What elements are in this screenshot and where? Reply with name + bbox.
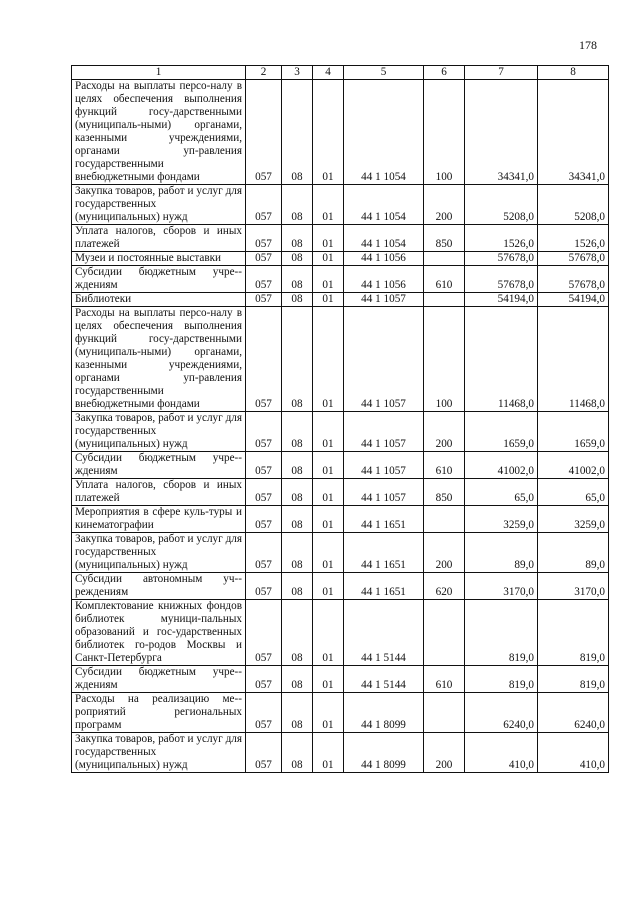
header-cell: 3 [282, 66, 313, 80]
cell-expense-type: 610 [424, 266, 465, 293]
table-row [72, 573, 609, 600]
row-name: Расходы на выплаты персо-налу в целях обеспечения выполнения функций госу-дарственными (муниципаль-ными) органами, казенными учреждениями, органами уп-равления государственными внебюджетными фондами [72, 307, 246, 412]
cell-subsection-code: 01 [313, 293, 344, 307]
cell-ministry-code: 057 [246, 666, 282, 693]
row-name: Закупка товаров, работ и услуг для государственных (муниципальных) нужд [72, 412, 246, 452]
cell-target-article: 44 1 1056 [344, 266, 424, 293]
cell-amount-col8: 1526,0 [538, 225, 609, 252]
cell-amount-col8: 41002,0 [538, 452, 609, 479]
cell-target-article: 44 1 1057 [344, 479, 424, 506]
cell-expense-type: 100 [424, 80, 465, 185]
cell-amount-col7: 819,0 [465, 666, 538, 693]
cell-amount-col7: 3170,0 [465, 573, 538, 600]
cell-amount-col8: 819,0 [538, 600, 609, 666]
cell-expense-type [424, 506, 465, 533]
table-row [72, 293, 609, 307]
cell-subsection-code: 01 [313, 600, 344, 666]
cell-amount-col7: 34341,0 [465, 80, 538, 185]
cell-target-article: 44 1 1651 [344, 506, 424, 533]
cell-section-code: 08 [282, 533, 313, 573]
cell-amount-col7: 1659,0 [465, 412, 538, 452]
row-name: Субсидии автономным уч-реждениям [72, 573, 246, 600]
cell-subsection-code: 01 [313, 573, 344, 600]
cell-section-code: 08 [282, 573, 313, 600]
cell-amount-col7: 5208,0 [465, 185, 538, 225]
row-name: Уплата налогов, сборов и иных платежей [72, 479, 246, 506]
cell-ministry-code: 057 [246, 693, 282, 733]
cell-subsection-code: 01 [313, 452, 344, 479]
cell-expense-type [424, 693, 465, 733]
cell-expense-type: 850 [424, 225, 465, 252]
cell-ministry-code: 057 [246, 533, 282, 573]
cell-amount-col8: 6240,0 [538, 693, 609, 733]
header-cell: 4 [313, 66, 344, 80]
header-cell: 1 [72, 66, 246, 80]
table-row [72, 225, 609, 252]
cell-section-code: 08 [282, 307, 313, 412]
cell-amount-col7: 57678,0 [465, 266, 538, 293]
cell-ministry-code: 057 [246, 479, 282, 506]
cell-amount-col7: 3259,0 [465, 506, 538, 533]
cell-target-article: 44 1 5144 [344, 666, 424, 693]
cell-section-code: 08 [282, 185, 313, 225]
cell-section-code: 08 [282, 452, 313, 479]
cell-amount-col7: 819,0 [465, 600, 538, 666]
cell-ministry-code: 057 [246, 252, 282, 266]
cell-target-article: 44 1 1054 [344, 185, 424, 225]
row-name: Закупка товаров, работ и услуг для государственных (муниципальных) нужд [72, 733, 246, 773]
cell-amount-col7: 54194,0 [465, 293, 538, 307]
cell-amount-col8: 65,0 [538, 479, 609, 506]
header-cell: 6 [424, 66, 465, 80]
cell-amount-col8: 34341,0 [538, 80, 609, 185]
cell-amount-col7: 41002,0 [465, 452, 538, 479]
cell-expense-type: 200 [424, 533, 465, 573]
table-row [72, 506, 609, 533]
cell-expense-type: 610 [424, 666, 465, 693]
row-name: Субсидии бюджетным учре-ждениям [72, 666, 246, 693]
cell-subsection-code: 01 [313, 225, 344, 252]
cell-ministry-code: 057 [246, 412, 282, 452]
table-row [72, 452, 609, 479]
row-name: Библиотеки [72, 293, 246, 307]
row-name: Субсидии бюджетным учре-ждениям [72, 452, 246, 479]
header-cell: 7 [465, 66, 538, 80]
row-name: Комплектование книжных фондов библиотек муници-пальных образований и гос-ударственных библиотек го-родов Москвы и Санкт-Петербурга [72, 600, 246, 666]
table-row [72, 666, 609, 693]
cell-subsection-code: 01 [313, 266, 344, 293]
row-name: Расходы на реализацию ме-роприятий региональных программ [72, 693, 246, 733]
cell-amount-col8: 410,0 [538, 733, 609, 773]
cell-ministry-code: 057 [246, 573, 282, 600]
cell-expense-type [424, 600, 465, 666]
cell-target-article: 44 1 1056 [344, 252, 424, 266]
cell-subsection-code: 01 [313, 307, 344, 412]
header-cell: 5 [344, 66, 424, 80]
cell-expense-type [424, 293, 465, 307]
table-row [72, 412, 609, 452]
header-cell: 8 [538, 66, 609, 80]
cell-expense-type: 850 [424, 479, 465, 506]
row-name: Уплата налогов, сборов и иных платежей [72, 225, 246, 252]
cell-ministry-code: 057 [246, 185, 282, 225]
table-row [72, 307, 609, 412]
table-header-row [72, 66, 609, 80]
cell-amount-col8: 1659,0 [538, 412, 609, 452]
cell-expense-type: 610 [424, 452, 465, 479]
cell-ministry-code: 057 [246, 293, 282, 307]
cell-subsection-code: 01 [313, 185, 344, 225]
cell-target-article: 44 1 1054 [344, 225, 424, 252]
cell-subsection-code: 01 [313, 479, 344, 506]
cell-amount-col8: 5208,0 [538, 185, 609, 225]
table-row [72, 185, 609, 225]
cell-subsection-code: 01 [313, 252, 344, 266]
cell-target-article: 44 1 1057 [344, 452, 424, 479]
cell-target-article: 44 1 1651 [344, 573, 424, 600]
cell-subsection-code: 01 [313, 506, 344, 533]
row-name: Закупка товаров, работ и услуг для государственных (муниципальных) нужд [72, 533, 246, 573]
table-row [72, 600, 609, 666]
table-row [72, 80, 609, 185]
cell-ministry-code: 057 [246, 452, 282, 479]
table-row [72, 693, 609, 733]
cell-ministry-code: 057 [246, 307, 282, 412]
cell-ministry-code: 057 [246, 733, 282, 773]
table-row [72, 533, 609, 573]
cell-section-code: 08 [282, 600, 313, 666]
cell-amount-col8: 11468,0 [538, 307, 609, 412]
budget-table [71, 65, 609, 773]
cell-section-code: 08 [282, 80, 313, 185]
cell-expense-type: 200 [424, 733, 465, 773]
cell-subsection-code: 01 [313, 693, 344, 733]
table-row [72, 733, 609, 773]
cell-amount-col7: 11468,0 [465, 307, 538, 412]
row-name: Мероприятия в сфере куль-туры и кинематографии [72, 506, 246, 533]
table-row [72, 252, 609, 266]
cell-expense-type [424, 252, 465, 266]
cell-target-article: 44 1 5144 [344, 600, 424, 666]
cell-expense-type: 200 [424, 412, 465, 452]
cell-amount-col8: 819,0 [538, 666, 609, 693]
header-cell: 2 [246, 66, 282, 80]
cell-section-code: 08 [282, 733, 313, 773]
cell-expense-type: 620 [424, 573, 465, 600]
row-name: Субсидии бюджетным учре-ждениям [72, 266, 246, 293]
row-name: Музеи и постоянные выставки [72, 252, 246, 266]
cell-amount-col8: 57678,0 [538, 266, 609, 293]
cell-ministry-code: 057 [246, 266, 282, 293]
cell-section-code: 08 [282, 693, 313, 733]
cell-section-code: 08 [282, 666, 313, 693]
cell-target-article: 44 1 1054 [344, 80, 424, 185]
page-number: 178 [579, 38, 597, 52]
cell-amount-col8: 57678,0 [538, 252, 609, 266]
table-row [72, 266, 609, 293]
row-name: Закупка товаров, работ и услуг для государственных (муниципальных) нужд [72, 185, 246, 225]
cell-section-code: 08 [282, 412, 313, 452]
table-body [72, 80, 609, 773]
cell-target-article: 44 1 1057 [344, 307, 424, 412]
cell-ministry-code: 057 [246, 80, 282, 185]
row-name: Расходы на выплаты персо-налу в целях обеспечения выполнения функций госу-дарственными (муниципаль-ными) органами, казенными учреждениями, органами уп-равления государственными внебюджетными фондами [72, 80, 246, 185]
cell-amount-col7: 65,0 [465, 479, 538, 506]
cell-section-code: 08 [282, 266, 313, 293]
cell-ministry-code: 057 [246, 225, 282, 252]
cell-target-article: 44 1 1651 [344, 533, 424, 573]
cell-amount-col7: 1526,0 [465, 225, 538, 252]
cell-amount-col7: 6240,0 [465, 693, 538, 733]
cell-section-code: 08 [282, 225, 313, 252]
cell-amount-col7: 410,0 [465, 733, 538, 773]
cell-section-code: 08 [282, 506, 313, 533]
cell-subsection-code: 01 [313, 412, 344, 452]
cell-amount-col7: 57678,0 [465, 252, 538, 266]
cell-amount-col8: 54194,0 [538, 293, 609, 307]
cell-subsection-code: 01 [313, 666, 344, 693]
cell-expense-type: 100 [424, 307, 465, 412]
cell-section-code: 08 [282, 479, 313, 506]
cell-expense-type: 200 [424, 185, 465, 225]
cell-amount-col8: 3170,0 [538, 573, 609, 600]
cell-amount-col7: 89,0 [465, 533, 538, 573]
cell-target-article: 44 1 8099 [344, 733, 424, 773]
cell-section-code: 08 [282, 252, 313, 266]
cell-amount-col8: 3259,0 [538, 506, 609, 533]
cell-ministry-code: 057 [246, 506, 282, 533]
cell-amount-col8: 89,0 [538, 533, 609, 573]
cell-subsection-code: 01 [313, 733, 344, 773]
cell-ministry-code: 057 [246, 600, 282, 666]
cell-subsection-code: 01 [313, 533, 344, 573]
cell-section-code: 08 [282, 293, 313, 307]
cell-subsection-code: 01 [313, 80, 344, 185]
cell-target-article: 44 1 1057 [344, 293, 424, 307]
cell-target-article: 44 1 8099 [344, 693, 424, 733]
table-row [72, 479, 609, 506]
cell-target-article: 44 1 1057 [344, 412, 424, 452]
